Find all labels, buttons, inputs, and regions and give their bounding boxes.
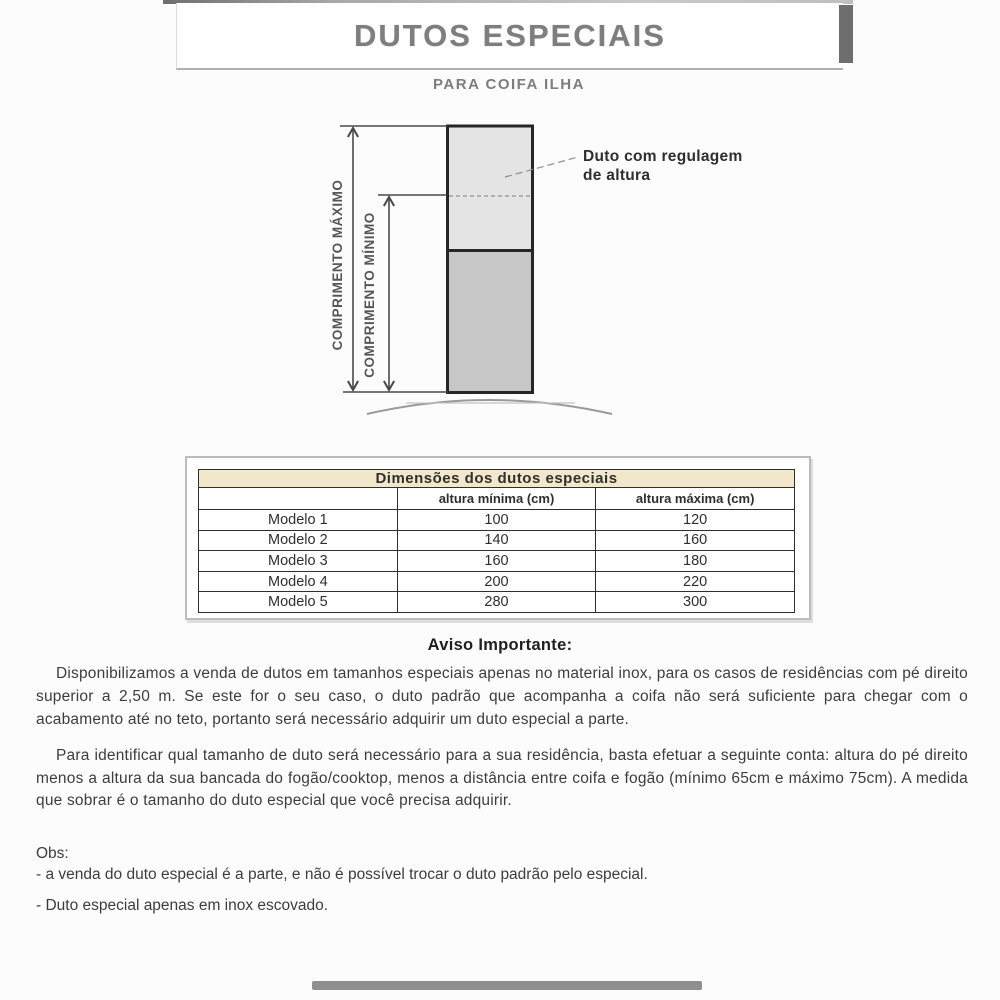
table-row bbox=[199, 530, 795, 551]
table-title-row bbox=[199, 470, 795, 488]
table-row bbox=[199, 510, 795, 531]
min-cell: 160 bbox=[397, 551, 596, 572]
notice-paragraph-1: Disponibilizamos a venda de dutos em tamanhos especiais apenas no material inox, para os casos de residências com pé direito superior a 2,50 m. Se este for o seu caso, o duto padrão que acompanha a coifa não será suficiente para chegar com o acabamento até no teto, portanto será necessário adquirir um duto especial a parte. bbox=[36, 665, 968, 728]
model-cell: Modelo 2 bbox=[199, 530, 398, 551]
duct-lower-section bbox=[448, 251, 533, 393]
model-cell: Modelo 5 bbox=[199, 592, 398, 613]
table-header-row bbox=[199, 488, 795, 510]
min-cell: 280 bbox=[397, 592, 596, 613]
obs-item-1: - a venda do duto especial é a parte, e não é possível trocar o duto padrão pelo especial. bbox=[36, 866, 648, 883]
col-header-max: altura máxima (cm) bbox=[596, 488, 795, 510]
dimensions-panel bbox=[185, 456, 811, 620]
hood-arc bbox=[367, 400, 612, 414]
model-cell: Modelo 1 bbox=[199, 510, 398, 531]
min-cell: 100 bbox=[397, 510, 596, 531]
notice-heading: Aviso Importante: bbox=[427, 636, 573, 654]
page-subtitle: PARA COIFA ILHA bbox=[433, 76, 585, 93]
obs-label: Obs: bbox=[36, 845, 69, 862]
table-row bbox=[199, 551, 795, 572]
min-cell: 200 bbox=[397, 571, 596, 592]
callout-line2: de altura bbox=[583, 167, 651, 184]
header-title-box bbox=[176, 3, 843, 70]
model-cell: Modelo 3 bbox=[199, 551, 398, 572]
obs-item-2: - Duto especial apenas em inox escovado. bbox=[36, 897, 329, 914]
max-cell: 220 bbox=[596, 571, 795, 592]
col-header-min: altura mínima (cm) bbox=[397, 488, 596, 510]
notice-paragraph-2: Para identificar qual tamanho de duto será necessário para a sua residência, basta efetuar a seguinte conta: altura do pé direito menos a altura da sua bancada do fogão/cooktop, menos a distância entre coifa e fogão (mínimo 65cm e máximo 75cm). A medida que sobrar é o tamanho do duto especial que você precisa adquirir. bbox=[36, 747, 968, 809]
header-right-bar bbox=[839, 5, 853, 63]
col-header-model bbox=[199, 488, 398, 510]
max-cell: 180 bbox=[596, 551, 795, 572]
max-cell: 160 bbox=[596, 530, 795, 551]
max-cell: 300 bbox=[596, 592, 795, 613]
table-title: Dimensões dos dutos especiais bbox=[199, 470, 795, 488]
page-title: DUTOS ESPECIAIS bbox=[354, 17, 666, 53]
callout-label bbox=[583, 147, 743, 185]
max-length-label: COMPRIMENTO MÁXIMO bbox=[330, 179, 345, 351]
horizontal-scrollbar-thumb[interactable] bbox=[312, 981, 702, 990]
max-cell: 120 bbox=[596, 510, 795, 531]
table-row bbox=[199, 592, 795, 613]
table-row bbox=[199, 571, 795, 592]
duct-upper-section bbox=[448, 126, 533, 251]
callout-line1: Duto com regulagem bbox=[583, 148, 743, 165]
min-cell: 140 bbox=[397, 530, 596, 551]
dimensions-table bbox=[198, 469, 795, 613]
model-cell: Modelo 4 bbox=[199, 571, 398, 592]
min-length-label: COMPRIMENTO MÍNIMO bbox=[362, 212, 377, 378]
